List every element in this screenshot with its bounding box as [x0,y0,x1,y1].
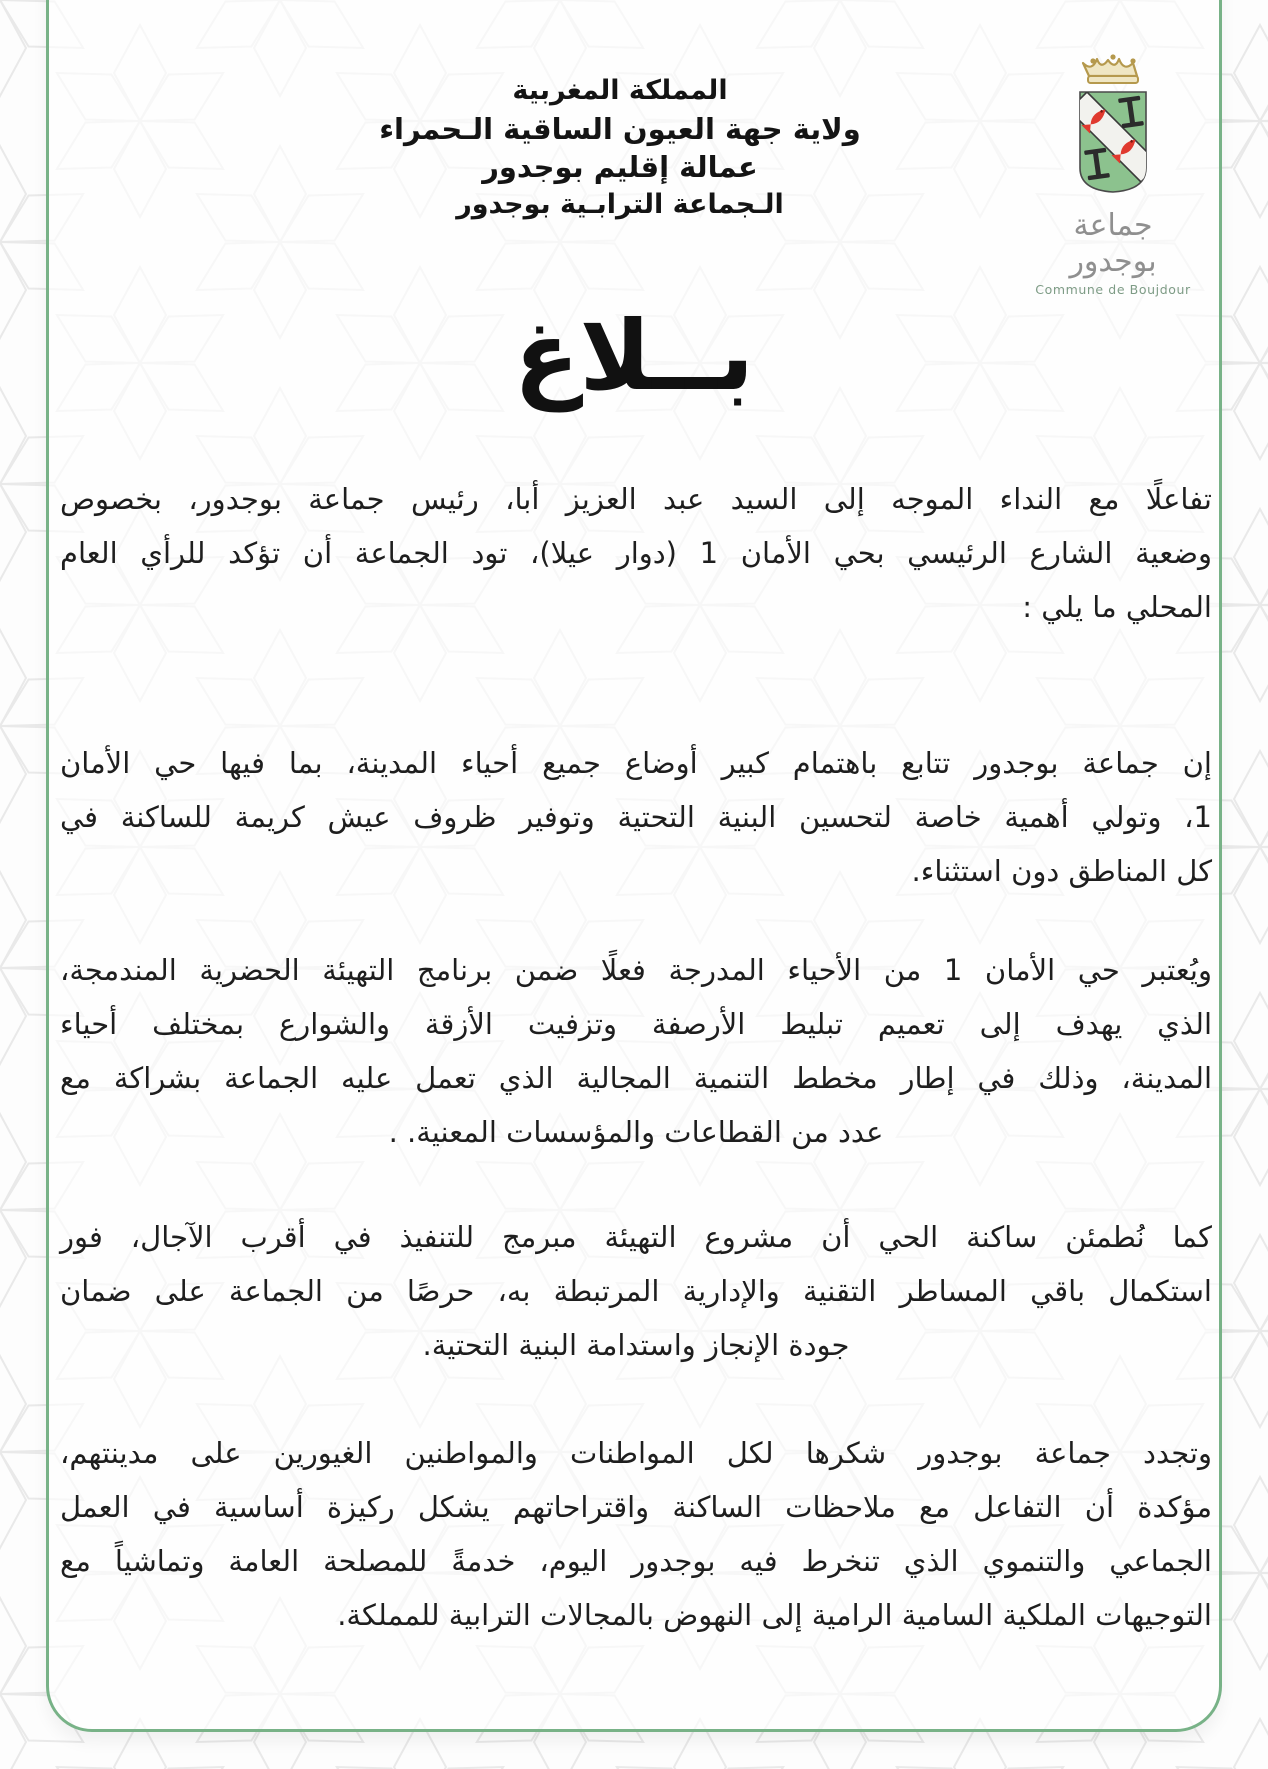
authority-header [170,72,1070,224]
body-paragraph-4 [60,1210,1212,1372]
authority-line-kingdom: المملكة المغربية [512,75,728,106]
body-paragraph-1 [60,472,1212,634]
paragraph-line: وضعية الشارع الرئيسي بحي الأمان 1 (دوار عيلا)، تود الجماعة أن تؤكد للرأي العام [60,536,1212,570]
coat-of-arms-icon [1035,48,1191,200]
paragraph-line: كما نُطمئن ساكنة الحي أن مشروع التهيئة مبرمج للتنفيذ في أقرب الآجال، فور [60,1220,1212,1254]
authority-line-region: ولاية جهة العيون الساقية الـحمراء [379,112,861,146]
paragraph-line: المدينة، وذلك في إطار مخطط التنمية المجالية الذي تعمل عليه الجماعة بشراكة مع [60,1061,1212,1095]
paragraph-line: مؤكدة أن التفاعل مع ملاحظات الساكنة واقتراحاتهم يشكل ركيزة أساسية في العمل [60,1490,1212,1524]
paragraph-line: استكمال باقي المساطر التقنية والإدارية المرتبطة به، حرصًا من الجماعة على ضمان [60,1274,1212,1308]
paragraph-line: تفاعلًا مع النداء الموجه إلى السيد عبد العزيز أبا، رئيس جماعة بوجدور، بخصوص [60,482,1212,516]
body-paragraph-5 [60,1426,1212,1642]
crown-icon [1083,54,1138,83]
paragraph-line: وتجدد جماعة بوجدور شكرها لكل المواطنات والمواطنين الغيورين على مدينتهم، [60,1436,1212,1470]
paragraph-line: التوجيهات الملكية السامية الرامية إلى النهوض بالمجالات الترابية للمملكة. [337,1598,1212,1632]
commune-name-french: Commune de Boujdour [1035,282,1191,297]
paragraph-line: إن جماعة بوجدور تتابع باهتمام كبير أوضاع جميع أحياء المدينة، بما فيها حي الأمان [60,746,1212,780]
commune-name-arabic: جماعة بوجدور [1069,208,1157,279]
paragraph-line: الذي يهدف إلى تعميم تبليط الأرصفة وتزفيت الأزقة والشوارع بمختلف أحياء [60,1007,1212,1041]
authority-line-commune: الـجماعة الترابـية بوجدور [456,189,784,220]
paragraph-line: 1، وتولي أهمية خاصة لتحسين البنية التحتية وتوفير ظروف عيش كريمة للساكنة في [60,800,1212,834]
body-paragraph-2 [60,736,1212,898]
paragraph-line: المحلي ما يلي : [1022,590,1212,624]
body-paragraph-3 [60,943,1212,1159]
paragraph-line: كل المناطق دون استثناء. [911,854,1212,888]
communique-title: بــلاغ [513,300,755,412]
shield-icon [1069,92,1159,192]
commune-logo [1035,48,1191,297]
authority-line-province: عمالة إقليم بوجدور [482,150,758,184]
paragraph-line: ويُعتبر حي الأمان 1 من الأحياء المدرجة فعلًا ضمن برنامج التهيئة الحضرية المندمجة، [60,953,1212,987]
paragraph-line: عدد من القطاعات والمؤسسات المعنية. . [388,1115,884,1149]
paragraph-line: الجماعي والتنموي الذي تنخرط فيه بوجدور اليوم، خدمةً للمصلحة العامة وتماشياً مع [60,1544,1212,1578]
paragraph-line: جودة الإنجاز واستدامة البنية التحتية. [422,1328,850,1362]
